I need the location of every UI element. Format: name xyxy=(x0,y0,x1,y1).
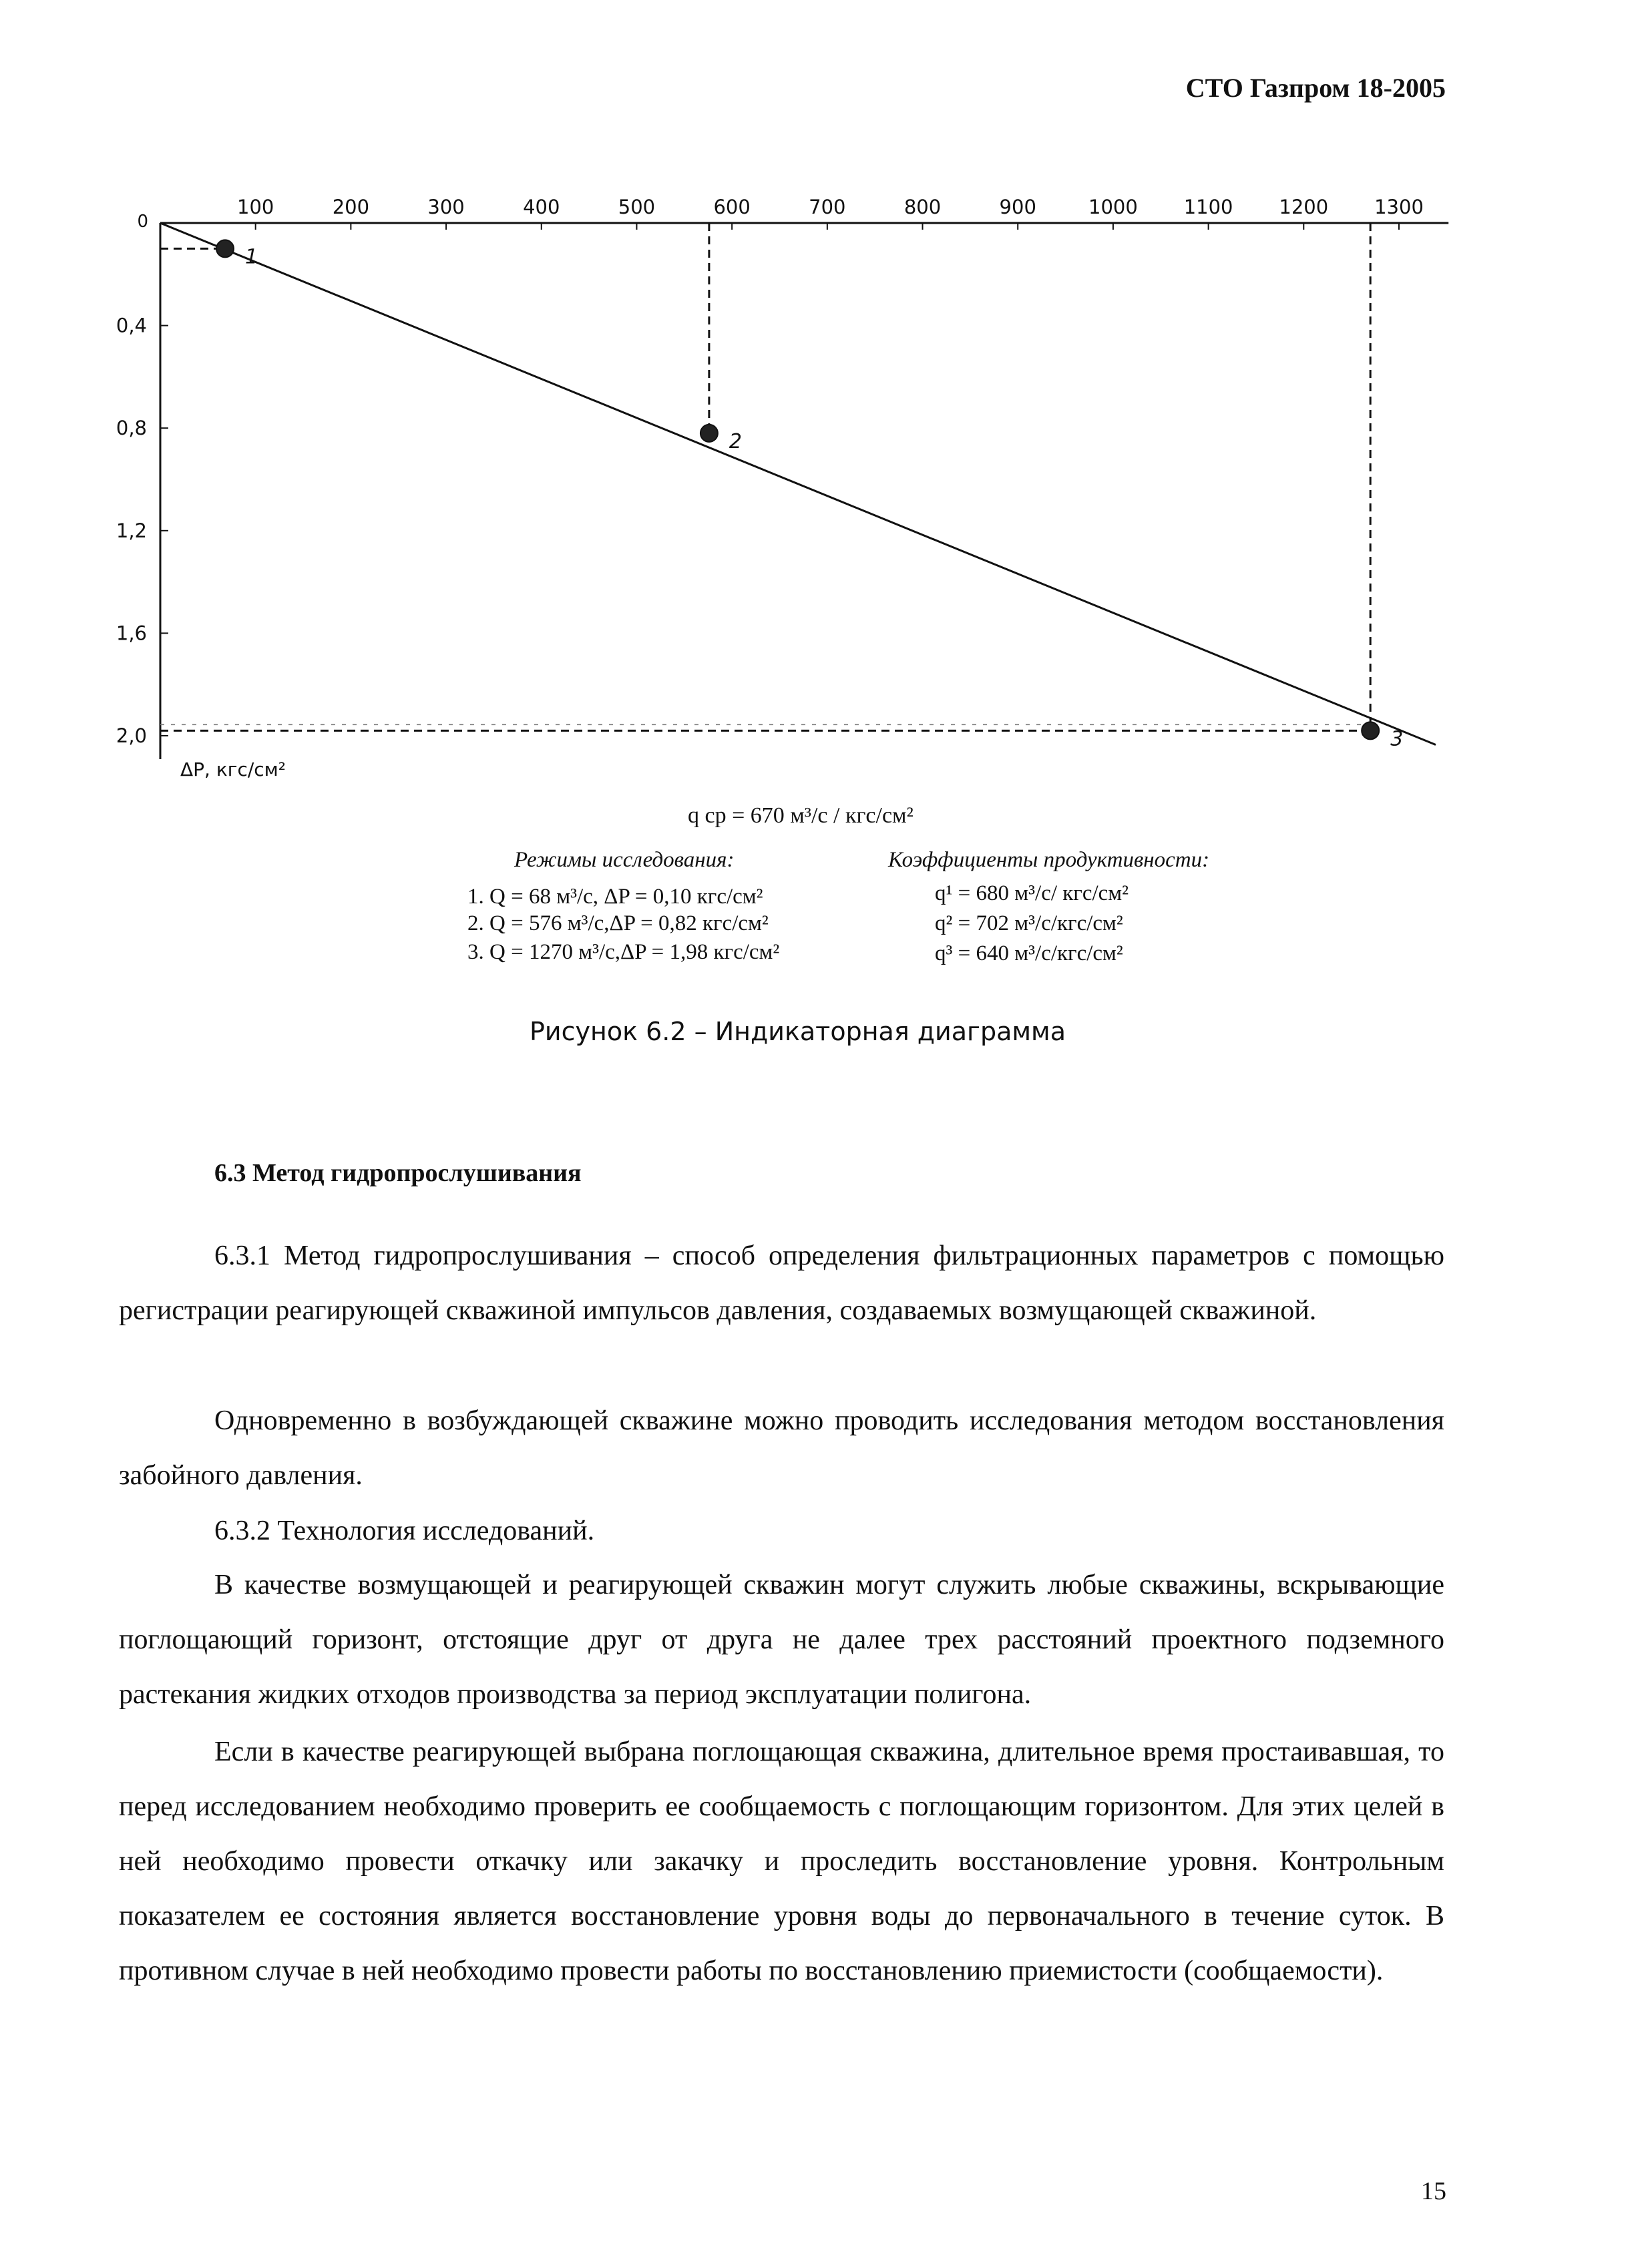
mode-2: 2. Q = 576 м³/с,ΔP = 0,82 кгс/см² xyxy=(467,911,769,935)
indicator-diagram xyxy=(0,0,1626,801)
coefficient-3: q³ = 640 м³/с/кгс/см² xyxy=(935,941,1123,965)
coefficients-title: Коэффициенты продуктивности: xyxy=(888,848,1210,872)
paragraph-wells: В качестве возмущающей и реагирующей скважин могут служить любые скважины, вскрывающие поглощающий горизонт, отстоящие друг от друга не далее трех расстояний проектного подземного растекания жидких отходов производства за период эксплуатации полигона. xyxy=(119,1570,1444,1710)
y-tick-label: 0,8 xyxy=(116,417,147,440)
x-tick-label: 400 xyxy=(523,196,560,218)
mode-3: 3. Q = 1270 м³/с,ΔP = 1,98 кгс/см² xyxy=(467,940,780,964)
x-tick-label: 800 xyxy=(903,196,942,218)
document-code: СТО Газпром 18-2005 xyxy=(1185,73,1446,103)
trend-line xyxy=(160,223,1436,745)
guide-lines xyxy=(160,223,1370,730)
y-tick-label: 1,2 xyxy=(116,519,147,542)
x-tick-label: 1300 xyxy=(1374,196,1424,218)
x-tick-label: 200 xyxy=(332,196,370,218)
paragraph-632: 6.3.2 Технология исследований. xyxy=(214,1516,595,1546)
mode-1: 1. Q = 68 м³/с, ΔP = 0,10 кгс/см² xyxy=(467,885,763,909)
x-tick-label: 700 xyxy=(809,196,846,218)
x-tick-label: 600 xyxy=(713,196,751,218)
figure-caption: Рисунок 6.2 – Индикаторная диаграмма xyxy=(530,1017,1066,1046)
x-tick-label: 1100 xyxy=(1183,196,1233,218)
data-point-1 xyxy=(216,240,234,257)
x-tick-label: 1200 xyxy=(1279,196,1329,218)
origin-label: 0 xyxy=(137,212,148,232)
section-title: 6.3 Метод гидропрослушивания xyxy=(214,1159,582,1187)
data-point-label: 3 xyxy=(1390,727,1404,751)
y-tick-label: 2,0 xyxy=(116,724,147,747)
paragraph-reacting-well: Если в качестве реагирующей выбрана поглощающая скважина, длительное время простаивавшая, то перед исследованием необходимо проверить ее сообщаемость с поглощающим горизонтом. Для этих целей в ней необходимо провести откачку или закачку и проследить восстановление уровня. Контрольным показателем ее состояния является восстановление уровня воды до первоначального в течение суток. В противном случае в ней необходимо провести работы по восстановлению приемистости (сообщаемости). xyxy=(119,1737,1444,1986)
data-point-label: 2 xyxy=(729,429,743,453)
x-tick-label: 1000 xyxy=(1088,196,1138,218)
x-tick-label: 500 xyxy=(618,196,656,218)
y-tick-label: 0,4 xyxy=(116,314,147,337)
average-productivity: q cp = 670 м³/с / кгс/см² xyxy=(688,803,913,828)
modes-title: Режимы исследования: xyxy=(514,848,735,872)
page-number: 15 xyxy=(1421,2177,1446,2205)
data-points xyxy=(216,240,1403,750)
x-tick-group xyxy=(237,196,1424,230)
coefficient-1: q¹ = 680 м³/с/ кгс/см² xyxy=(935,881,1129,905)
x-tick-label: 100 xyxy=(237,196,274,218)
data-point-label: 1 xyxy=(245,245,258,269)
data-point-3 xyxy=(1362,722,1379,739)
y-tick-label: 1,6 xyxy=(116,622,147,645)
x-tick-label: 300 xyxy=(427,196,465,218)
x-tick-label: 900 xyxy=(999,196,1036,218)
paragraph-631: 6.3.1 Метод гидропрослушивания – способ определения фильтрационных параметров с помощью регистрации реагирующей скважиной импульсов давления, создаваемых возмущающей скважиной. xyxy=(119,1240,1444,1326)
coefficient-2: q² = 702 м³/с/кгс/см² xyxy=(935,911,1123,935)
data-point-2 xyxy=(700,425,718,442)
paragraph-simultaneous: Одновременно в возбуждающей скважине можно проводить исследования методом восстановления забойного давления. xyxy=(119,1405,1444,1491)
y-axis-label: ΔP, кгс/см² xyxy=(180,758,286,780)
